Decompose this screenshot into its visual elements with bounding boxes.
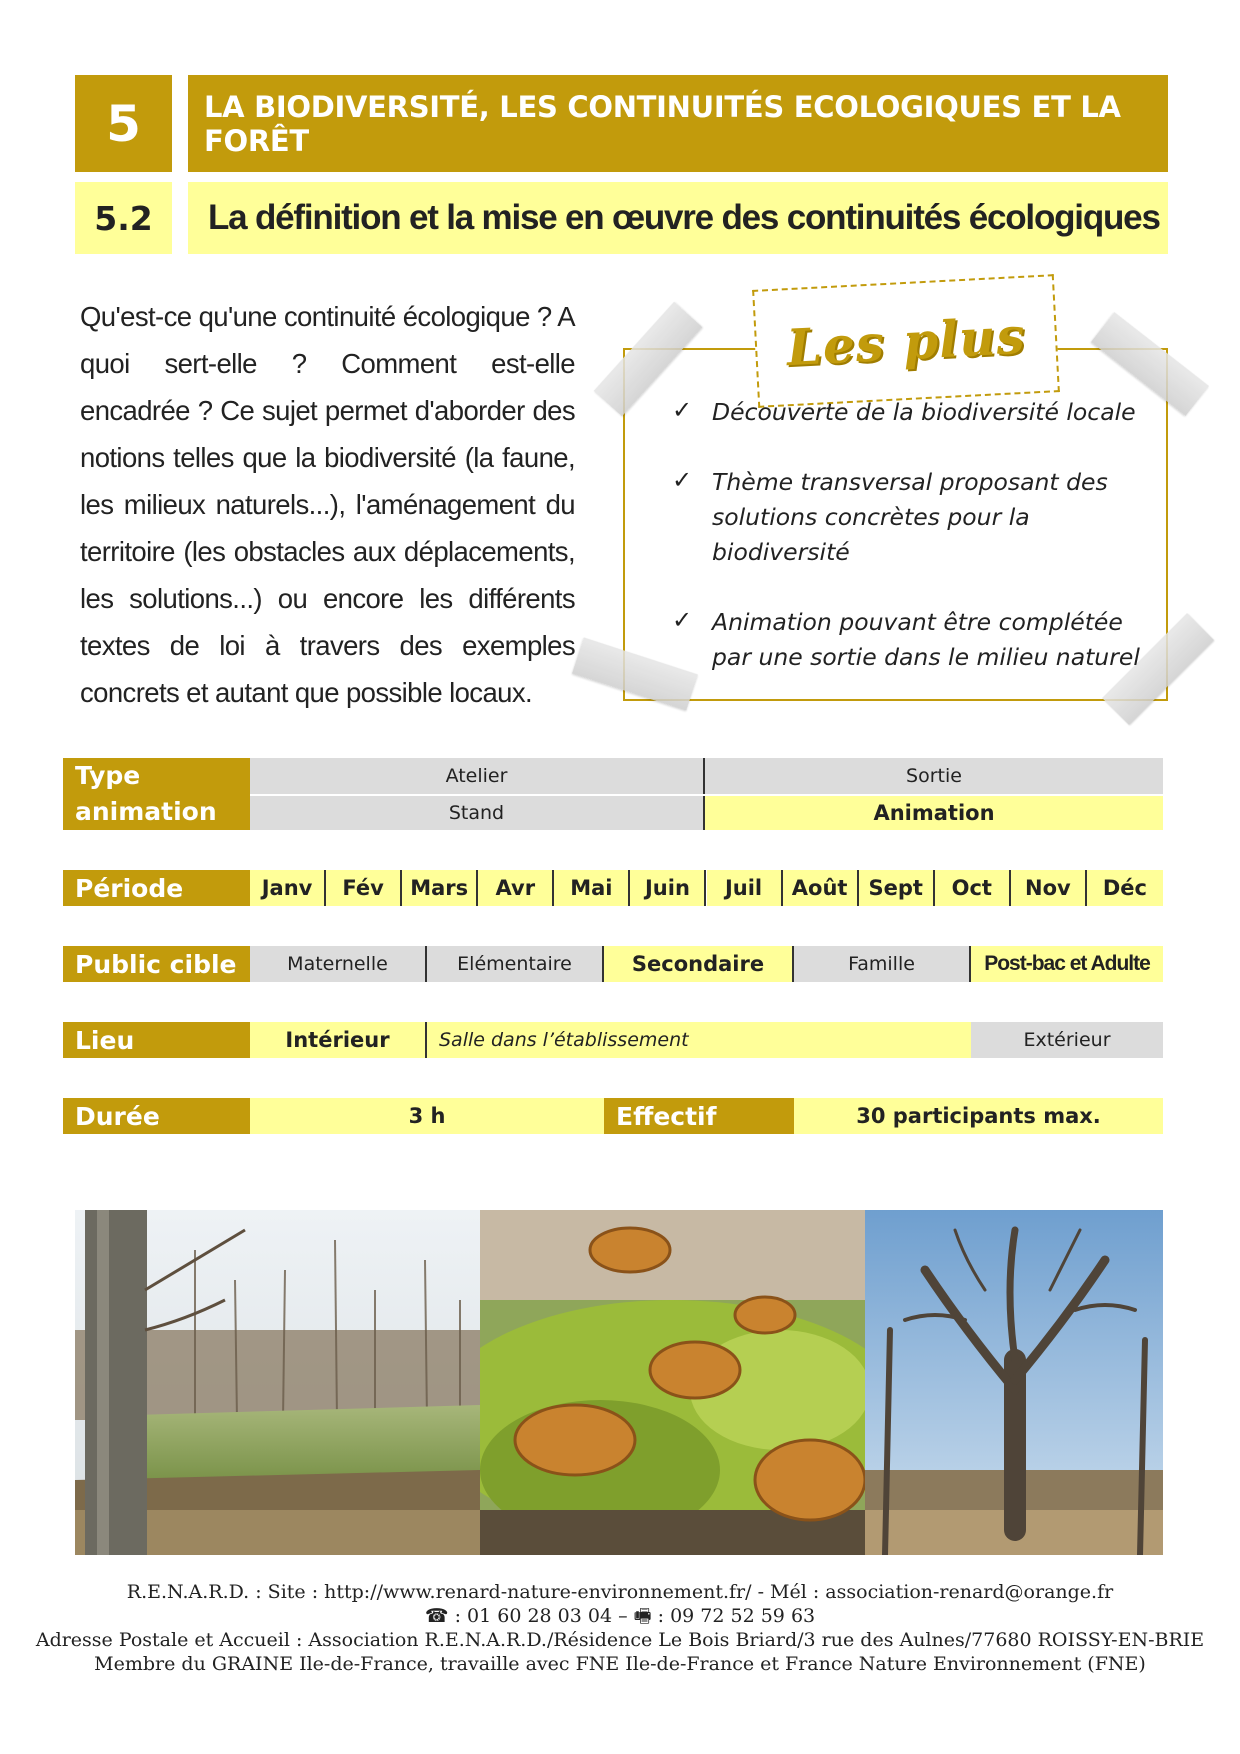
check-icon: ✓ — [672, 396, 693, 424]
periode-label: Période — [63, 870, 250, 906]
mushrooms-moss-illustration — [480, 1210, 865, 1555]
subsection-title: La définition et la mise en œuvre des continuités écologiques — [188, 182, 1168, 254]
month-cell: Mai — [554, 870, 630, 906]
footer-contact: R.E.N.A.R.D. : Site : http://www.renard-nature-environnement.fr/ - Mél : association-renard@orange.fr — [126, 1581, 1114, 1603]
les-plus-list — [668, 395, 1163, 710]
section-number: 5 — [75, 75, 172, 172]
public-secondaire: Secondaire — [604, 946, 794, 982]
type-animation-label: Type animation — [63, 758, 250, 830]
photo-forest-pond — [75, 1210, 480, 1555]
month-cell: Juil — [707, 870, 783, 906]
footer — [0, 1580, 1240, 1676]
lieu-exterieur: Extérieur — [971, 1022, 1163, 1058]
duree-label: Durée — [63, 1098, 250, 1134]
lieu-label: Lieu — [63, 1022, 250, 1058]
public-elementaire: Elémentaire — [427, 946, 604, 982]
month-cell: Fév — [326, 870, 402, 906]
public-postbac: Post-bac et Adulte — [971, 946, 1163, 982]
month-cell: Mars — [402, 870, 478, 906]
type-animation: Animation — [705, 796, 1163, 830]
oak-tree-illustration — [865, 1210, 1163, 1555]
phone-icon: ☎ — [424, 1605, 449, 1627]
les-plus-text: Les plus — [785, 305, 1027, 377]
type-sortie: Sortie — [705, 758, 1163, 794]
check-icon: ✓ — [672, 606, 693, 634]
list-item: ✓ Découverte de la biodiversité locale — [668, 395, 1163, 430]
duree-value: 3 h — [250, 1098, 604, 1134]
lieu-detail: Salle dans l’établissement — [427, 1022, 971, 1058]
lieu-interieur: Intérieur — [250, 1022, 427, 1058]
les-plus-label — [752, 274, 1060, 408]
type-atelier: Atelier — [250, 758, 705, 794]
subsection-number: 5.2 — [75, 182, 172, 254]
effectif-value: 30 participants max. — [794, 1098, 1163, 1134]
type-stand: Stand — [250, 796, 705, 830]
footer-address: Adresse Postale et Accueil : Association R.E.N.A.R.D./Résidence Le Bois Briard/3 rue des Aulnes/77680 ROISSY-EN-BRIE — [35, 1629, 1205, 1651]
month-cell: Août — [783, 870, 859, 906]
month-cell: Juin — [630, 870, 706, 906]
public-famille: Famille — [794, 946, 971, 982]
forest-pond-illustration — [75, 1210, 480, 1555]
check-icon: ✓ — [672, 466, 693, 494]
public-cible-label: Public cible — [63, 946, 250, 982]
intro-paragraph: Qu'est-ce qu'une continuité écologique ? A quoi sert-elle ? Comment est-elle encadrée ? Ce sujet permet d'aborder des notions telles que la biodiversité (la faune, les milieux naturels...), l'aménagement du territoire (les obstacles aux déplacements, les solutions...) ou encore les différents textes de loi à travers des exemples concrets et autant que possible locaux. — [80, 301, 575, 708]
public-maternelle: Maternelle — [250, 946, 427, 982]
month-cell: Janv — [250, 870, 326, 906]
month-cell: Nov — [1011, 870, 1087, 906]
month-cell: Sept — [859, 870, 935, 906]
list-item: ✓ Thème transversal proposant des solutions concrètes pour la biodiversité — [668, 465, 1163, 570]
month-cell: Déc — [1087, 870, 1163, 906]
section-title: LA BIODIVERSITÉ, LES CONTINUITÉS ECOLOGIQUES ET LA FORÊT — [188, 75, 1168, 172]
list-item: ✓ Animation pouvant être complétée par une sortie dans le milieu naturel — [668, 605, 1163, 675]
month-cell: Avr — [478, 870, 554, 906]
footer-membership: Membre du GRAINE Ile-de-France, travaille avec FNE Ile-de-France et France Nature Environnement (FNE) — [94, 1653, 1146, 1675]
effectif-label: Effectif — [604, 1098, 794, 1134]
month-cell: Oct — [935, 870, 1011, 906]
footer-phone: ☎ : 01 60 28 03 04 – 🖷 : 09 72 52 59 63 — [424, 1605, 816, 1627]
photo-oak-tree — [865, 1210, 1163, 1555]
fax-icon: 🖷 — [633, 1605, 652, 1627]
photo-mushrooms-moss — [480, 1210, 865, 1555]
